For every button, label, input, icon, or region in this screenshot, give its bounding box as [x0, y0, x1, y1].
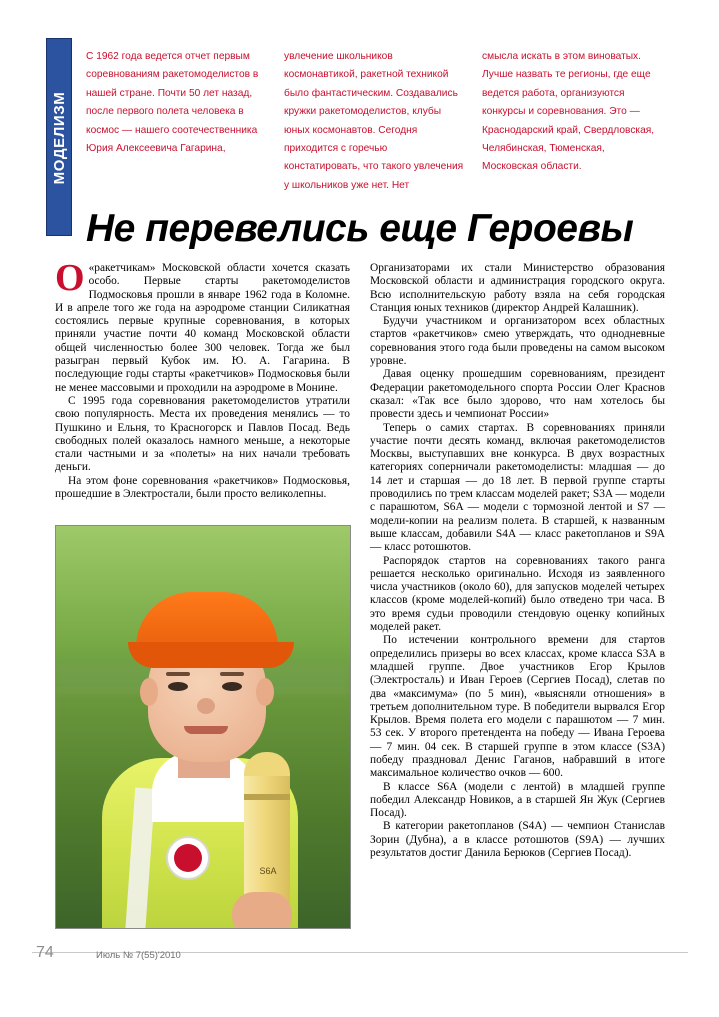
body-paragraph: В категории ракетопланов (S4A) — чемпион Станислав Зорин (Дубна), а в классе ротошютов (S9A) — лучших результатов достиг Данила Берюков (Сергиев Посад).: [370, 820, 665, 860]
photo-hand: [232, 892, 292, 929]
body-paragraph: Давая оценку прошедшим соревнованиям, президент Федерации ракетомодельного спорта России Олег Краснов сказал: «Так все было здорово, что нам хотелось бы провести здесь и чемпионат России»: [370, 368, 665, 421]
section-tab-label: МОДЕЛИЗМ: [51, 91, 68, 185]
page-number: 74: [36, 944, 54, 961]
section-tab: [46, 38, 72, 236]
body-paragraph: [55, 257, 350, 395]
body-paragraph: Организаторами их стали Министерство образования Московской области и администрация городского округа. Всю исполнительскую работу взяла на себя городская Станция юных техников (директор Андрей Калашник).: [370, 262, 665, 314]
article-headline: Не перевелись еще Героевы: [86, 207, 634, 250]
deck-column-3: [482, 48, 662, 195]
photo-eyebrow-right: [220, 672, 244, 676]
photo-eyebrow-left: [166, 672, 190, 676]
photo-badge-emblem: [174, 844, 202, 872]
body-paragraph: С 1995 года соревнования ракетомоделистов утратили свою популярность. Места их проведения менялись — то Пушкино и Ельня, то Красногорск и Павлов Посад. Ведь свободных полей оказалось намного меньше, а некоторые стали частными и за «полеты» на них начали требовать деньги.: [55, 394, 350, 474]
deck-text: смысла искать в этом виноватых. Лучше назвать те регионы, где еще ведется работа, организуются конкурсы и соревнования. Это — Краснодарский край, Свердловская, Челябинская, Тюменская, Московская области.: [482, 51, 655, 173]
photo-ear-left: [140, 678, 158, 706]
issue-line: Июль № 7(55)'2010: [96, 950, 181, 961]
photo-ear-right: [256, 678, 274, 706]
body-paragraph: На этом фоне соревнования «ракетчиков» Подмосковья, прошедшие в Электростали, были просто великолепны.: [55, 474, 350, 501]
body-text: «ракетчикам» Московской области хочется сказать особо. Первые старты ракетомоделистов Подмосковья прошли в январе 1962 года в Коломне. И в апреле того же года на аэродроме станции Силикатная состоялись первые крупные соревнования, в которых приняли участие почти 40 команд Московской области общей численностью более 300 человек. Тогда же был разыгран первый Кубок им. Ю. А. Гагарина. В последующие годы старты «ракетчиков» Подмосковья были не менее массовыми и проходили на аэродроме в Монине.: [55, 262, 350, 394]
body-paragraph: Распорядок стартов на соревнованиях такого ранга решается несколько оригинально. Исходя из заявленного числа участников (около 60), для запусков моделей четырех классов (кроме моделей-копий) было отведено три часа. В это время судьи проводили стендовую оценку копийных моделей ракет.: [370, 554, 665, 634]
photo-mouth: [184, 726, 228, 734]
photo-nose: [197, 698, 215, 714]
photo-rocket-label: S6A: [259, 866, 277, 876]
photo-eye-left: [168, 682, 188, 691]
body-paragraph: В классе S6A (модели с лентой) в младшей группе победил Александр Новиков, а в старшей Ян Жук (Сергиев Посад).: [370, 780, 665, 820]
body-paragraph: По истечении контрольного времени для стартов определились призеры во всех классах, кроме класса S3A в младшей группе. Двое участников Егор Крылов (Электросталь) и Иван Героев (Сергиев Посад), слетав по два «максимума» (по 5 мин), «выясняли отношения» в третьем дополнительном туре. В победители вырвался Егор Крылов. Время полета его модели с парашютом — 7 мин. 53 сек. У второго претендента на победу — Ивана Героева — 7 мин. 04 сек. В старшей группе в этом классе (S3A) победу праздновал Денис Гаганов, набравший в итоге максимальное количество очков — 600.: [370, 634, 665, 780]
deck-column-2: [284, 48, 464, 195]
photo-rocket-band: [244, 794, 290, 800]
deck-text: С 1962 года ведется отчет первым соревнованиям ракетомоделистов в нашей стране. Почти 50 лет назад, после первого полета человека в космос — нашего соотечественника Юрия Алексеевича Гагарина,: [86, 51, 259, 155]
intro-deck: [86, 48, 664, 195]
drop-cap: О: [55, 257, 85, 299]
article-photo: [55, 525, 351, 929]
body-paragraph: Теперь о самих стартах. В соревнованиях приняли участие почти десять команд, включая ракетомоделистов Москвы, выступавших вне конкурса. В двух возрастных категориях соперничали ракетомоделисты: младшая — до 14 лет и старшая — до 18 лет. В первой группе старты проводились по трем классам моделей ракет; S3A — модели с парашютом, S6A — модели с тормозной лентой и S7 — модели-копии на реализм полета. В старшей, к названным выше классам, добавили S4A — класс ракетопланов и S9A — класс ротошютов.: [370, 421, 665, 554]
deck-text: увлечение школьников космонавтикой, ракетной техникой было фантастическим. Создавались кружки ракетомоделистов, клубы юных космонавтов. Сегодня приходится с горечью констатировать, что такого увлечения у школьников уже нет. Нет: [284, 51, 464, 191]
body-column-right: [370, 262, 665, 860]
deck-column-1: [86, 48, 266, 195]
body-paragraph: Будучи участником и организатором всех областных стартов «ракетчиков» смею утверждать, что однодневные соревнования этого года были проведены на самом высоком уровне.: [370, 315, 665, 368]
photo-eye-right: [222, 682, 242, 691]
photo-cap-brim: [128, 642, 294, 668]
